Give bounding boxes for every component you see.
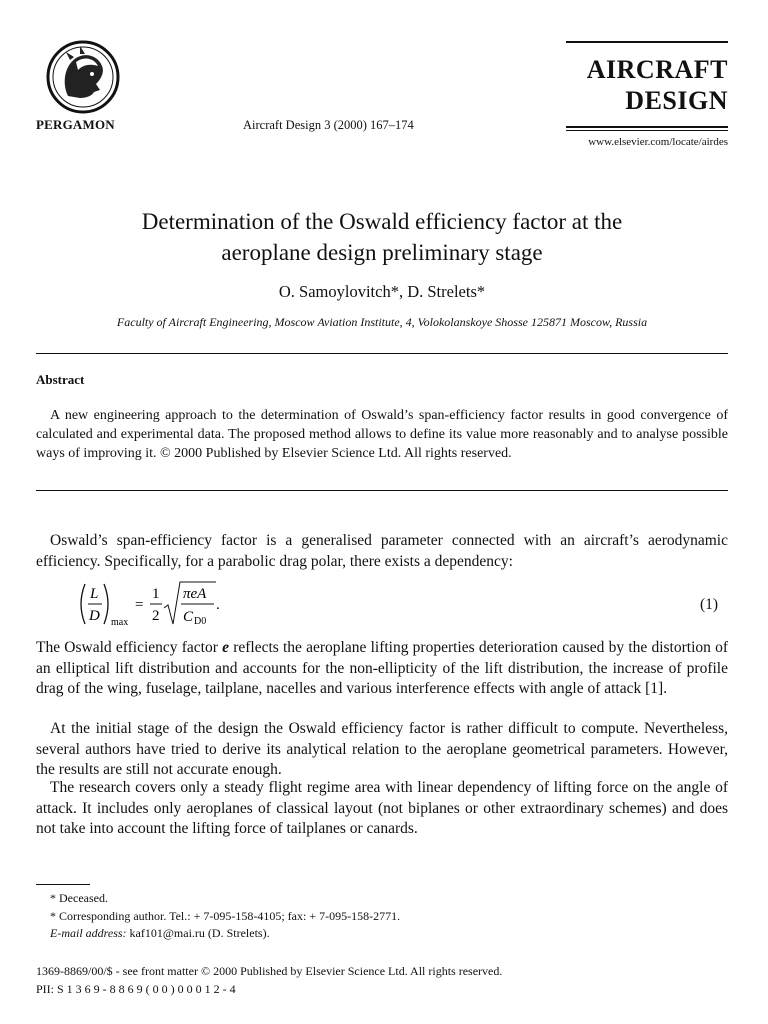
pergamon-logo-icon xyxy=(40,40,126,114)
email-value[interactable]: kaf101@mai.ru (D. Strelets). xyxy=(126,926,270,940)
p2-text-before: The Oswald efficiency factor xyxy=(36,639,223,656)
journal-title-line2: DESIGN xyxy=(625,86,728,115)
issn-line: 1369-8869/00/$ - see front matter © 2000 Published by Elsevier Science Ltd. All rights reserved. xyxy=(36,964,503,978)
journal-rule-bottom-thin xyxy=(566,130,728,131)
journal-rule-top xyxy=(566,41,728,43)
email-label: E-mail address: xyxy=(50,926,127,940)
article-title-line2: aeroplane design preliminary stage xyxy=(221,240,543,265)
body-paragraph-1: Oswald’s span-efficiency factor is a generalised parameter connected with an aircraft’s aerodynamic efficiency. Specifically, for a parabolic drag polar, there exists a dependency: xyxy=(36,532,728,570)
journal-title-line1: AIRCRAFT xyxy=(586,55,728,84)
abstract-text: A new engineering approach to the determination of Oswald’s span-efficiency factor results in good convergence of calculated and experimental data. The proposed method allows to define its value more reasonably and to analyse possible ways of improving it. © 2000 Published by Elsevier Science Ltd. All rights reserved. xyxy=(36,408,728,461)
article-title xyxy=(36,206,728,268)
abstract-rule-top xyxy=(36,353,728,354)
body-paragraph-3: At the initial stage of the design the Oswald efficiency factor is rather difficult to compute. Nevertheless, several authors have tried to derive its analytical relation to the aeroplane geometrical parameters. However, the results are still not accurate enough. xyxy=(36,720,728,778)
journal-rule-bottom xyxy=(566,126,728,128)
eq-max-subscript: max xyxy=(111,617,129,628)
eq-sqrt-numerator: πeA xyxy=(183,586,207,602)
footnote-corresponding: * Corresponding author. Tel.: + 7-095-158-4105; fax: + 7-095-158-2771. xyxy=(50,909,401,923)
journal-url-link[interactable]: www.elsevier.com/locate/airdes xyxy=(588,136,728,148)
journal-title xyxy=(566,54,728,116)
publisher-name: PERGAMON xyxy=(36,117,115,132)
body-paragraph-4: The research covers only a steady flight regime area with linear dependency of lifting force on the angle of attack. It includes only aeroplanes of classical layout (not biplanes or other extraordinary schemes) and does not take into account the lifting force of tailplanes or canards. xyxy=(36,779,728,837)
article-authors: O. Samoylovitch*, D. Strelets* xyxy=(278,282,486,301)
abstract-rule-bottom xyxy=(36,490,728,491)
eq-numerator-one: 1 xyxy=(152,586,160,602)
eq-denominator-two: 2 xyxy=(152,608,160,624)
eq-drag-symbol: D xyxy=(89,608,100,624)
equation-number: (1) xyxy=(700,596,719,613)
footnote-deceased: * Deceased. xyxy=(50,891,108,905)
equation-1 xyxy=(76,578,276,630)
eq-equals: = xyxy=(135,597,144,613)
footnote-rule xyxy=(36,884,90,885)
article-title-line1: Determination of the Oswald efficiency factor at the xyxy=(141,209,623,234)
author-affiliation: Faculty of Aircraft Engineering, Moscow Aviation Institute, 4, Volokolanskoye Shosse 125871 Moscow, Russia xyxy=(116,315,648,329)
p2-text-after: reflects the aeroplane lifting properties deterioration caused by the distortion of an elliptical lift distribution and accounts for the non-ellipticity of the lift distribution, the increase of profile drag of the wing, fuselage, tailplane, nacelles and various interference effects with angle of attack [1]. xyxy=(36,639,728,697)
eq-sqrt-denominator-c: C xyxy=(183,609,194,625)
abstract-heading: Abstract xyxy=(36,372,85,387)
journal-citation: Aircraft Design 3 (2000) 167–174 xyxy=(243,118,414,132)
eq-sqrt-denominator-sub: D0 xyxy=(194,616,207,627)
eq-lift-symbol: L xyxy=(90,586,99,602)
pii-line: PII: S 1 3 6 9 - 8 8 6 9 ( 0 0 ) 0 0 0 1 2 - 4 xyxy=(36,982,236,996)
p2-symbol-e: e xyxy=(222,639,229,656)
body-paragraph-2 xyxy=(36,638,728,700)
eq-period: . xyxy=(216,597,220,613)
footnote-email xyxy=(50,925,270,941)
